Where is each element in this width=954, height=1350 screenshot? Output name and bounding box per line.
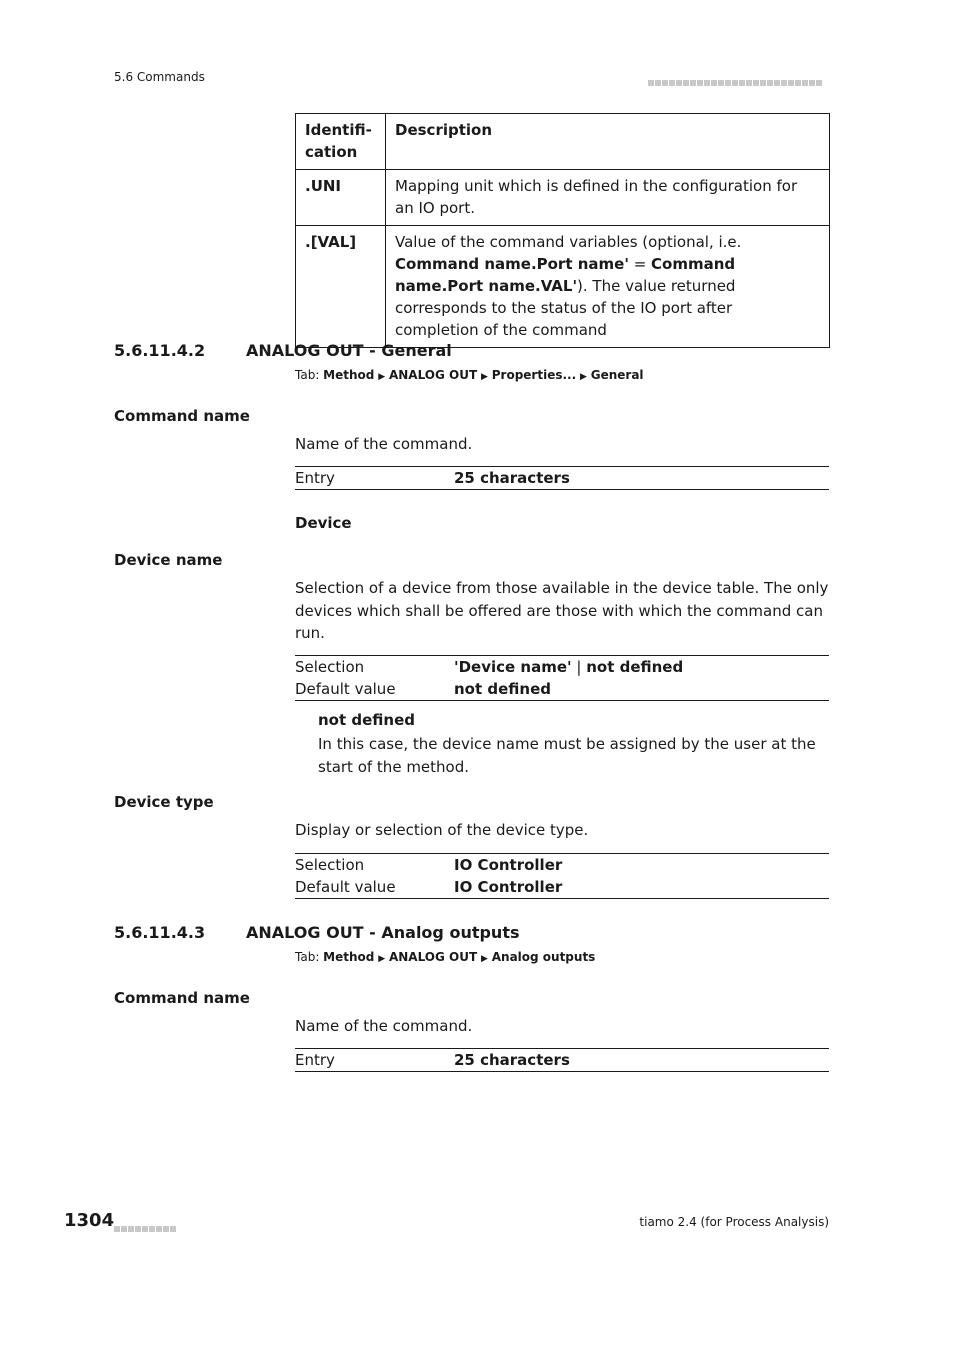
param-row-value: IO Controller — [454, 878, 563, 896]
table-row — [296, 226, 830, 348]
param-command-name: Command name — [114, 989, 250, 1007]
desc-bold: Command name.Port name' — [395, 255, 629, 273]
section-number: 5.6.11.4.2 — [114, 341, 206, 360]
tab-path-item: Analog outputs — [491, 950, 596, 964]
param-row-value: IO Controller — [454, 856, 563, 874]
table-header-row — [296, 114, 830, 170]
selection-separator: | — [571, 658, 587, 676]
param-row-label: Entry — [295, 469, 335, 487]
param-device-type: Device type — [114, 793, 214, 811]
param-row-value: 25 characters — [454, 1051, 570, 1069]
param-row — [295, 656, 829, 678]
section-title: ANALOG OUT - General — [246, 341, 452, 360]
selection-option: not defined — [586, 658, 684, 676]
tab-path-item: Method — [323, 368, 375, 382]
desc-text: Value of the command variables (optional, i.e. — [395, 233, 742, 251]
param-description: Selection of a device from those available in the device table. The only devices which shall be offered are those with which the command can run. — [295, 579, 829, 642]
param-row-label: Default value — [295, 680, 396, 698]
arrow-right-icon: ▶ — [480, 954, 488, 964]
running-header-section: 5.6 Commands — [114, 70, 205, 84]
param-table — [295, 655, 829, 701]
table-cell-id: .UNI — [296, 170, 386, 226]
param-row-value: not defined — [454, 680, 551, 698]
tab-path — [295, 950, 595, 964]
tab-path — [295, 368, 644, 382]
tab-path-item: ANALOG OUT — [388, 950, 478, 964]
table-header-identification: Identifi- cation — [296, 114, 386, 170]
footer-product: tiamo 2.4 (for Process Analysis) — [639, 1215, 829, 1229]
table-cell-description — [386, 226, 830, 348]
param-row-value — [454, 656, 683, 678]
param-row — [295, 876, 829, 898]
arrow-right-icon: ▶ — [480, 372, 488, 382]
param-row — [295, 678, 829, 700]
param-row — [295, 467, 829, 489]
tab-path-item: Properties... — [491, 368, 577, 382]
param-description: Name of the command. — [295, 1017, 473, 1035]
param-row-label: Selection — [295, 658, 365, 676]
param-row-label: Selection — [295, 856, 365, 874]
selection-option: 'Device name' — [454, 658, 572, 676]
param-description: Name of the command. — [295, 435, 473, 453]
param-row-label: Default value — [295, 878, 396, 896]
subheading-device: Device — [295, 514, 352, 532]
param-description: Display or selection of the device type. — [295, 821, 589, 839]
param-command-name: Command name — [114, 407, 250, 425]
tab-prefix: Tab: — [295, 368, 324, 382]
table-cell-description: Mapping unit which is defined in the configuration for an IO port. — [386, 170, 830, 226]
section-title: ANALOG OUT - Analog outputs — [246, 923, 520, 942]
table-header-description: Description — [386, 114, 830, 170]
page-number: 1304 — [64, 1210, 115, 1231]
param-table — [295, 853, 829, 899]
option-description: In this case, the device name must be assigned by the user at the start of the method. — [318, 735, 816, 776]
tab-path-item: ANALOG OUT — [388, 368, 478, 382]
footer-decoration — [114, 1218, 177, 1237]
table-row — [296, 170, 830, 226]
desc-bold: Command name.Port name.VAL' — [395, 255, 736, 295]
section-number: 5.6.11.4.3 — [114, 923, 206, 942]
param-row-label: Entry — [295, 1051, 335, 1069]
arrow-right-icon: ▶ — [378, 372, 386, 382]
desc-text: ). The value returned corresponds to the status of the IO port after completion of the command — [395, 277, 736, 339]
arrow-right-icon: ▶ — [378, 954, 386, 964]
table-cell-id: .[VAL] — [296, 226, 386, 348]
identification-table — [295, 113, 830, 348]
param-device-name: Device name — [114, 551, 223, 569]
param-row — [295, 854, 829, 876]
param-table — [295, 466, 829, 490]
param-table — [295, 1048, 829, 1072]
param-row-value: 25 characters — [454, 469, 570, 487]
param-row — [295, 1049, 829, 1071]
tab-path-item: Method — [323, 950, 375, 964]
header-decoration — [648, 72, 823, 91]
arrow-right-icon: ▶ — [579, 372, 587, 382]
tab-path-item: General — [590, 368, 644, 382]
desc-text: = — [628, 255, 652, 273]
option-title: not defined — [318, 711, 415, 729]
tab-prefix: Tab: — [295, 950, 324, 964]
